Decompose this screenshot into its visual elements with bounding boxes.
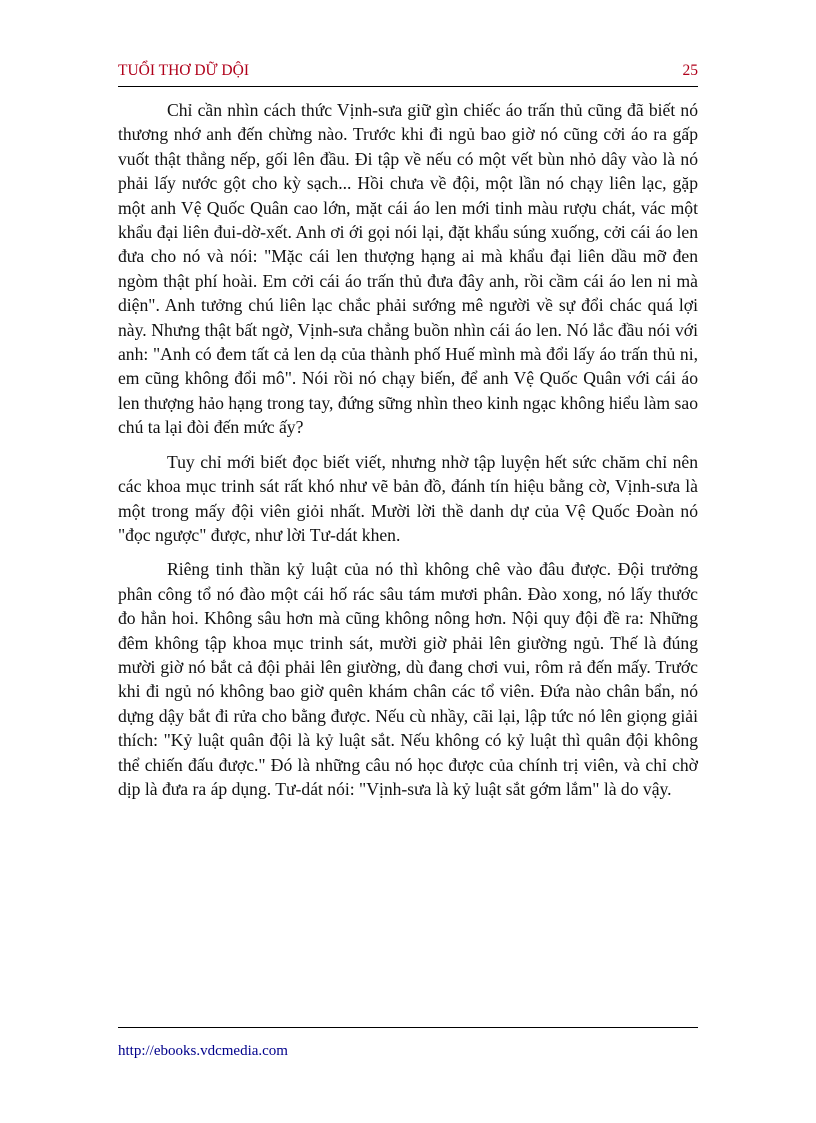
header-divider <box>118 86 698 87</box>
running-header <box>118 62 698 80</box>
book-title: TUỔI THƠ DỮ DỘI <box>118 62 249 79</box>
paragraph: Riêng tinh thần kỷ luật của nó thì không chê vào đâu được. Đội trưởng phân công tổ nó đào một cái hố rác sâu tám mươi phân. Đào xong, nó lấy thước đo hẳn hoi. Không sâu hơn mà cũng không nông hơn. Nội quy đội đề ra: Những đêm không tập khoa mục trinh sát, mười giờ phải lên giường ngủ. Thế là đúng mười giờ nó bắt cả đội phải lên giường, dù đang chơi vui, rôm rả đến mấy. Trước khi đi ngủ nó không bao giờ quên khám chân các tổ viên. Đứa nào chân bẩn, nó dựng dậy bắt đi rửa cho bằng được. Nếu cù nhầy, cãi lại, lập tức nó lên giọng giải thích: "Kỷ luật quân đội là kỷ luật sắt. Nếu không có kỷ luật thì quân đội không thể chiến đấu được." Đó là những câu nó học được của chính trị viên, và chỉ chờ dịp là đưa ra áp dụng. Tư-dát nói: "Vịnh-sưa là kỷ luật sắt gớm lắm" là do vậy. <box>118 559 698 799</box>
footer-divider <box>118 1027 698 1028</box>
page-body <box>118 98 698 811</box>
page-number: 25 <box>682 62 698 79</box>
paragraph: Tuy chỉ mới biết đọc biết viết, nhưng nhờ tập luyện hết sức chăm chỉ nên các khoa mục trinh sát rất khó như vẽ bản đồ, đánh tín hiệu bằng cờ, Vịnh-sưa là một trong mấy đội viên giỏi nhất. Mười lời thề danh dự của Vệ Quốc Đoàn nó "đọc ngược" được, như lời Tư-dát khen. <box>118 451 698 545</box>
footer-link[interactable]: http://ebooks.vdcmedia.com <box>118 1043 288 1059</box>
paragraph: Chỉ cần nhìn cách thức Vịnh-sưa giữ gìn chiếc áo trấn thủ cũng đã biết nó thương nhớ anh đến chừng nào. Trước khi đi ngủ bao giờ nó cũng cởi áo ra gấp vuốt thật thẳng nếp, gối lên đầu. Đi tập về nếu có một vết bùn nhỏ dây vào là nó phải lấy nước gột cho kỳ sạch... Hồi chưa về đội, một lần nó chạy liên lạc, gặp một anh Vệ Quốc Quân cao lớn, mặt cái áo len mới tinh màu rượu chát, vác một khẩu đại liên đui-dờ-xết. Anh ơi ới gọi nói lại, đặt khẩu súng xuống, cởi cái áo len đưa cho nó và nói: "Mặc cái len thượng hạng ai mà khẩu đại liên dầu mỡ đen ngòm thật phí hoài. Em cởi cái áo trấn thủ đưa đây anh, rồi cầm cái áo len ni mà diện". Anh tưởng chú liên lạc chắc phải sướng mê người về sự đổi chác quá lợi này. Nhưng thật bất ngờ, Vịnh-sưa chẳng buồn nhìn cái áo len. Nó lắc đầu nói với anh: "Anh có đem tất cả len dạ của thành phố Huế mình mà đổi lấy áo trấn thủ ni, em cũng không đổi mô". Nói rồi nó chạy biến, để anh Vệ Quốc Quân với cái áo len thượng hảo hạng trong tay, đứng sững nhìn theo kinh ngạc không hiểu làm sao chú ta lại đòi đến mức ấy? <box>118 100 698 438</box>
